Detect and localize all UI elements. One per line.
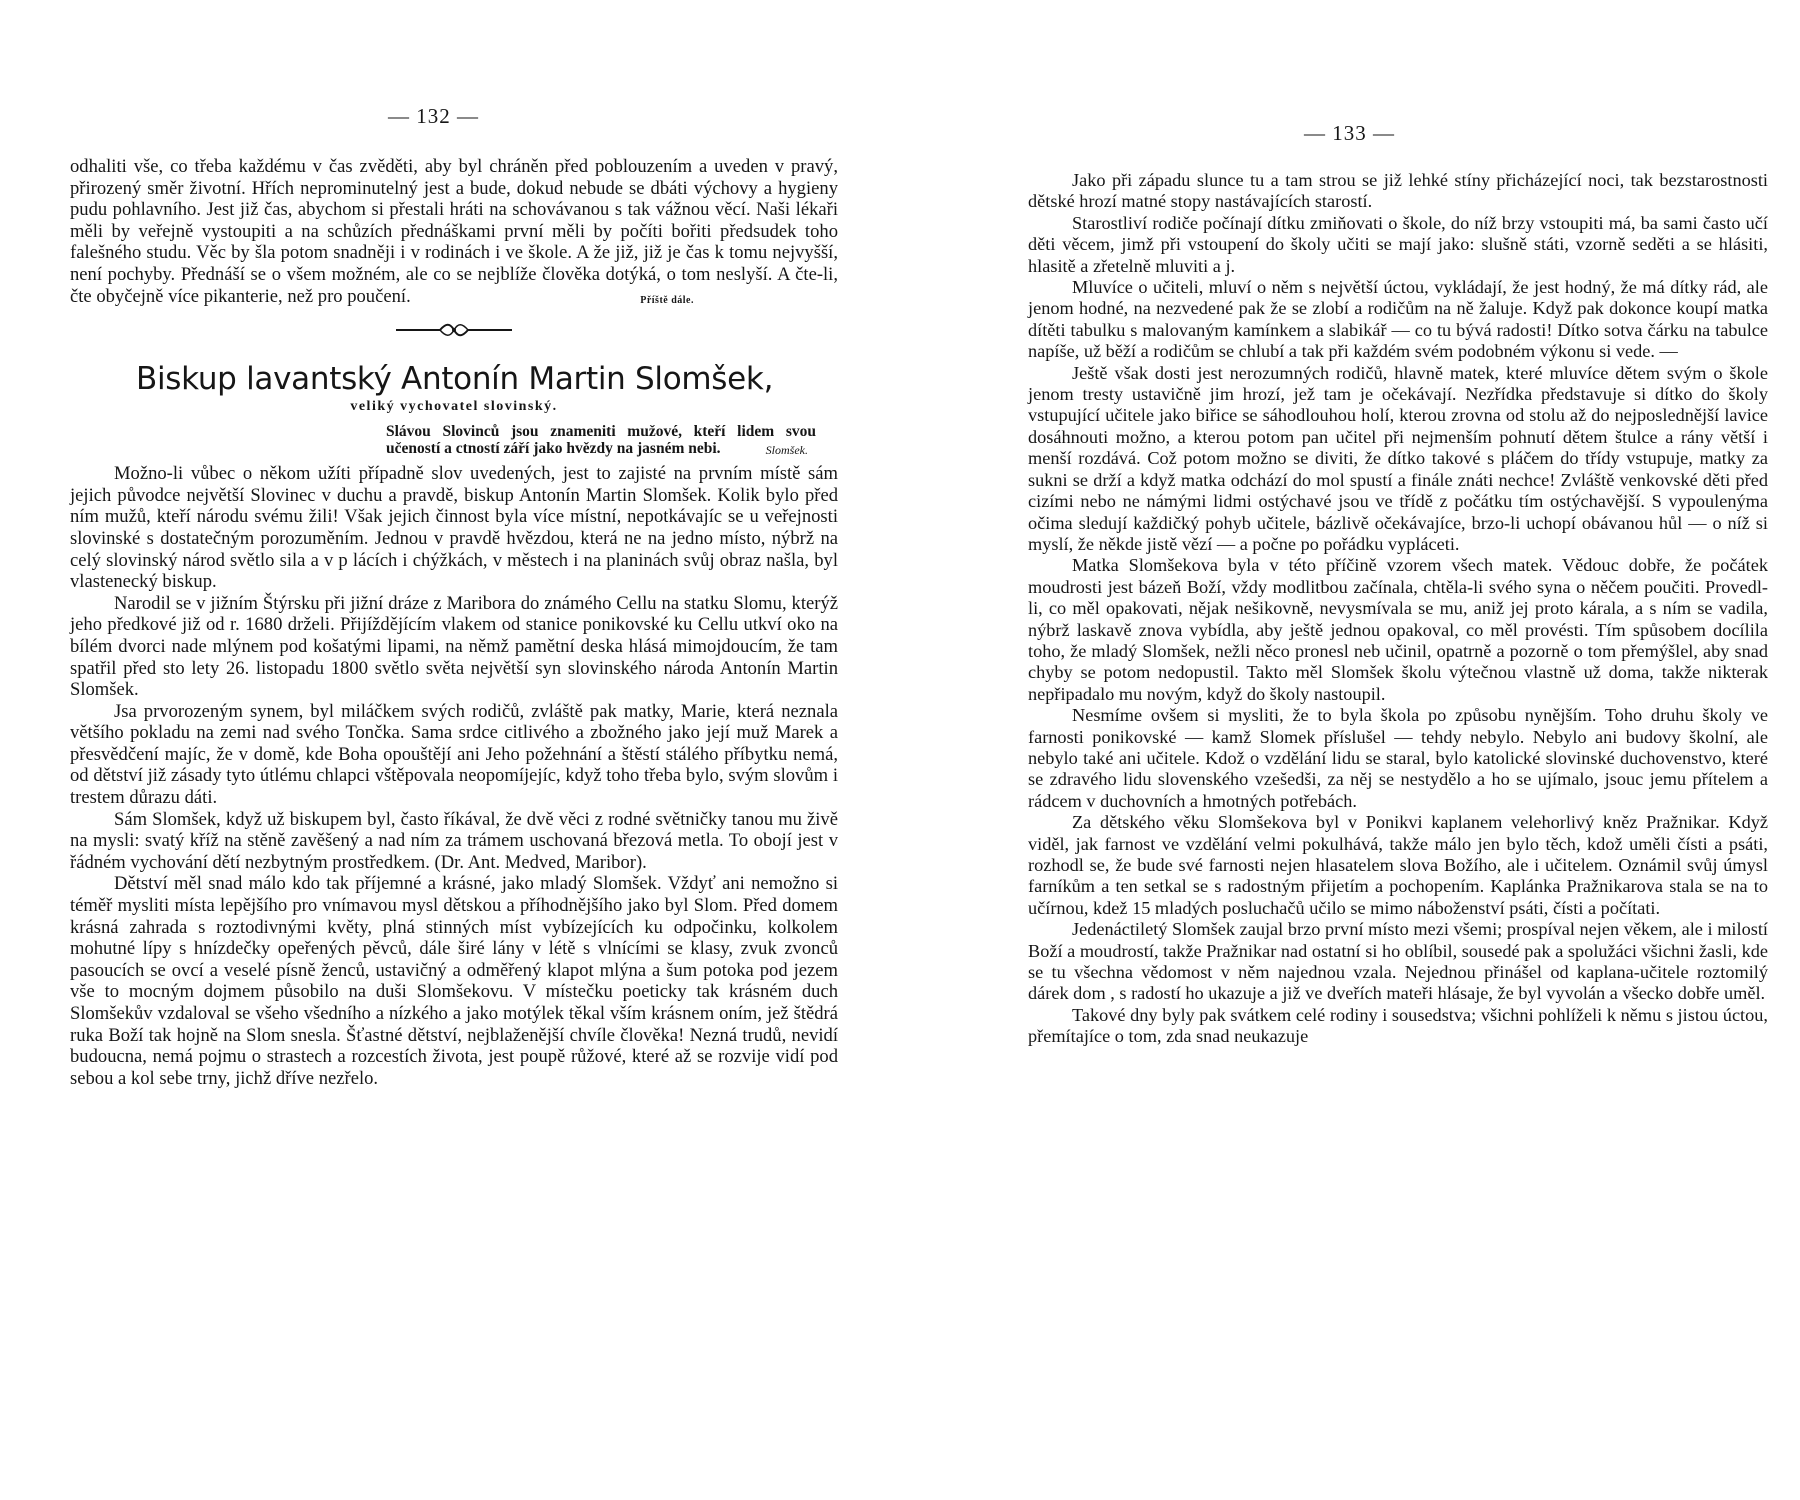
body-paragraph: Jedenáctiletý Slomšek zaujal brzo první místo mezi všemi; prospíval nejen věkem, ale i milostí Boží a moudrostí, takže Pražnikar nad ostatní si ho oblíbil, sousedé pak a spolužáci všichni žasli, kde se tu všechna vědomost v něm najednou vzala. Nejednou přinášel od kaplana-učitele roztomilý dárek dom , s radostí ho ukazuje a již ve dveřích mateři hlásaje, že byl vyvolán a všecko dobře uměl.	[1028, 919, 1768, 1004]
body-paragraph: Matka Slomšekova byla v této příčině vzorem všech matek. Vědouc dobře, že počátek moudrosti jest bázeň Boží, vždy modlitbou začínala, chtěla-li svého syna o něčem poučiti. Provedl-li, co měl opakovati, nějak nešikovně, nevysmívala se mu, aniž jej proto kárala, a s ním se vadila, nýbrž laskavě znova vybídla, aby ještě jednou opakoval, co měl provésti. Tím spůsobem docílila toho, že mladý Slomšek, nežli něco pronesl neb učinil, opatrně a pozorně o tom přemýšlel, aby snad chyby se potom nedopustil. Takto měl Slomšek školu výtečnou vlastně už doma, takže nikterak nepřipadalo mu novým, když do školy nastoupil.	[1028, 555, 1768, 704]
left-column	[70, 156, 838, 1089]
body-paragraph: Takové dny byly pak svátkem celé rodiny i sousedstva; všichni pohlíželi k němu s jistou úctou, přemítajíce o tom, zda snad neukazuje	[1028, 1004, 1768, 1047]
continued-note: Příště dále.	[640, 295, 694, 307]
article-title: Biskup lavantský Antonín Martin Slomšek,	[136, 361, 774, 398]
body-paragraph: Starostliví rodiče počínají dítku zmiňovati o škole, do níž brzy vstoupiti má, ba sami často učí děti věcem, jimž při vstoupení do školy učiti se mají jako: slušně státi, vzorně seděti a se hlásiti, hlasitě a zřetelně mluviti a j.	[1028, 212, 1768, 276]
body-paragraph: Narodil se v jižním Štýrsku při jižní dráze z Maribora do známého Cellu na statku Slomu, kterýž jeho předkové již od r. 1680 drželi. Přijíždějícím vlakem od stanice ponikovské ku Cellu utkví oko na bílém dvorci nade mlýnem pod košatými lipami, na němž pamětní deska hlásá mimojdoucím, že tam spatřil před sto lety 26. listopadu 1800 světlo světa největší syn slovinského národa Antonín Martin Slomšek.	[70, 592, 838, 701]
epigraph-author: Slomšek.	[765, 443, 808, 458]
article-subtitle: veliký vychovatel slovinský.	[350, 399, 558, 415]
epigraph	[386, 423, 816, 457]
body-paragraph: Jako při západu slunce tu a tam strou se již lehké stíny přicházející noci, tak bezstarostnosti dětské hrozí matné stopy nastávajících starostí.	[1028, 170, 1768, 212]
body-paragraph: Mluvíce o učiteli, mluví o něm s největší úctou, vykládají, že jest hodný, že má dítky rád, ale jenom hodné, na nezvedené pak že se zlobí a rodičům na ně žaluje. Když pak dokonce koupí matka dítěti tabulku s malovaným kamínkem a slabikář — co tu bývá radosti! Dítko sotva čárku na tabulce napíše, už běží a rodičům se chlubí a tak při každém svém podobném výkonu si vede. —	[1028, 277, 1768, 362]
opening-paragraph: odhaliti vše, co třeba každému v čas zvěděti, aby byl chráněn před poblouzením a uveden v pravý, přirozený směr životní. Hřích neprominutelný jest a bude, dokud nebude se dbáti výchovy a hygieny pudu pohlavního. Jest již čas, abychom si přestali hráti na schovávanou s tak vážnou věcí. Naši lékaři měli by veřejně vystoupiti a na schůzích přednáškami první měli by počíti bořiti předsudek toho falešného studu. Věc by šla potom snadněji i v rodinách i ve škole. A že již, již je čas k tomu nejvyšší, není pochyby. Přednáší se o všem možném, ale co se nejblíže člověka dotýká, o tom neslyší. A čte-li, čte obyčejně více pikanterie, než pro poučení.	[70, 156, 838, 307]
body-paragraph: Možno-li vůbec o někom užíti případně slov uvedených, jest to zajisté na prvním místě sám jejich původce největší Slovinec v duchu a pravdě, biskup Antonín Martin Slomšek. Kolik bylo před ním mužů, kteří národu svému žili! Však jejich činnost byla více místní, nepotkávajíc se u veřejnosti slovinské s dostatečným porozuměním. Jednou v pravdě hvězdou, která ne na jedno místo, nýbrž na celý slovinský národ světlo sila a v p lácích i chýžkách, v městech i na planinách svůj obraz našla, byl vlastenecký biskup.	[70, 463, 838, 593]
body-paragraph: Za dětského věku Slomšekova byl v Ponikvi kaplanem velehorlivý kněz Pražnikar. Když viděl, jak farnost ve vzdělání velmi pokulhává, takže málo jen bylo těch, kdož uměli čísti a psáti, rozhodl se, že bude své farnosti nejen hlasatelem slova Božího, ale i učitelem. Oznámil svůj úmysl farníkům a ten setkal se s radostným přijetím a pochopením. Kaplánka Pražnikarova stala se na to učírnou, kdež 15 mladých posluchačů učilo se mimo náboženství psáti, čísti a počítati.	[1028, 812, 1768, 918]
body-paragraph: Jsa prvorozeným synem, byl miláčkem svých rodičů, zvláště pak matky, Marie, která neznala většího pokladu na zemi nad svého Tončka. Sama srdce citlivého a zbožného jako její muž Marek a přesvědčení majíc, že v domě, kde Boha opouštějí ani Jeho požehnání a štěstí stálého příbytku nemá, od dětství již zásady tyto útlému chlapci vštěpovala neopomíjejíc, když toho třeba bylo, svým slovům i trestem důrazu dáti.	[70, 700, 838, 809]
body-paragraph: Sám Slomšek, když už biskupem byl, často říkával, že dvě věci z rodné světničky tanou mu živě na mysli: svatý kříž na stěně zavěšený a nad ním za trámem uschovaná březová metla. To obojí jest v řádném vychování dětí nezbytným prostředkem. (Dr. Ant. Medved, Maribor).	[70, 808, 838, 873]
right-page	[900, 0, 1800, 1500]
body-paragraph: Dětství měl snad málo kdo tak příjemné a krásné, jako mladý Slomšek. Vždyť ani nemožno si téměř mysliti místa lepějšího pro vnímavou mysl dětskou a příhodnějšího jako byl Slom. Před domem krásná zahrada s roztodivnými květy, plná stinných míst vybízejících ku odpočinku, kolkolem mohutné lípy s hnízdečky opeřených pěvců, dále širé lány v létě s vlnícími se klasy, zvuk zvonců pasoucích se ovcí a veselé písně ženců, ustavičný a odměřený klapot mlýna a šum potoka pod jezem vše to mocným dojmem působilo na duši Slomšekovu. V místečku poeticky tak krásném duch Slomšekův vzdaloval se všeho všedního a nízkého a jako motýlek těkal vším krásnem oním, jež štědrá ruka Boží tak hojně na Slom snesla. Šťastné dětství, nejblaženější chvíle člověka! Nezná trudů, nevidí budoucna, nemá pojmu o strastech a rozcestích života, jest poupě růžové, které až se rozvije vidí pod sebou a kol sebe trny, jichž dříve nezřelo.	[70, 873, 838, 1089]
section-divider-ornament	[70, 321, 838, 339]
page-number-right: — 133 —	[1304, 121, 1395, 145]
page-number-left: — 132 —	[388, 104, 479, 128]
body-paragraph: Ještě však dosti jest nerozumných rodičů, hlavně matek, které mluvíce dětem svým o škole jenom tresty ustavičně jim hrozí, jež tam je očekávají. Nezřídka představuje si dítko do školy vstupující učitele jako biřice se sáhodlouhou holí, kterou zrovna od stolu až do nejposlednější lavice dosáhnouti možno, a kterou potom pan učitel při nejmenším pohnutí dětem štulce a rány větší i menší rozdává. Což potom možno se diviti, že dítko takové s pláčem do třídy vstupuje, matky za sukni se drží a když matka odchází do mol spustí a finále znáti nechce! Zvláště venkovské děti před cizími nebo ne námými lidmi ostýchavé jsou ve třídě z počátku tím ostýchavější. S vypoulenýma očima sledují každičký pohyb učitele, bázlivě očekávajíce, brzo-li uchopí obávanou hůl — o níž si myslí, že někde jistě vězí — a počne po pořádku vypláceti.	[1028, 362, 1768, 554]
epigraph-text: Slávou Slovinců jsou znameniti mužové, kteří lidem svou učeností a ctností září jako hvězdy na jasném nebi.	[386, 423, 816, 458]
body-paragraph: Nesmíme ovšem si mysliti, že to byla škola po způsobu nynějším. Toho druhu školy ve farnosti ponikovské — kamž Slomek příslušel — tehdy nebylo. Nebylo ani budovy školní, ale nebylo také ani učitele. Kdož o vzdělání lidu se staral, bylo katolické slovinské duchovenstvo, které se zdravého lidu slovenského vzešedši, za něj se nestydělo a ho se ujímalo, jsouc jemu přítelem a rádcem v duchovních a hmotných potřebách.	[1028, 705, 1768, 811]
right-column	[1028, 170, 1768, 1048]
